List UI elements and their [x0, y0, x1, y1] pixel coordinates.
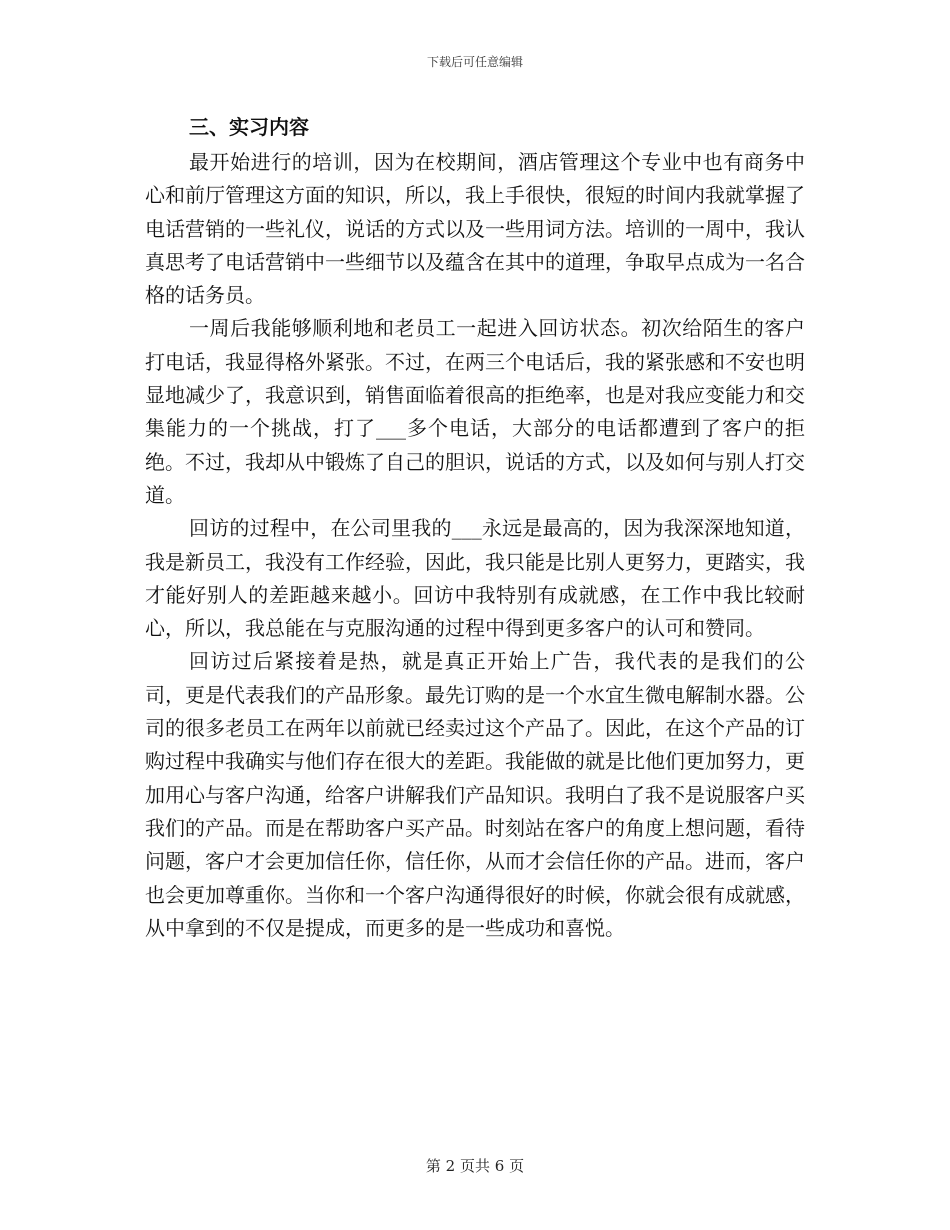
document-body [145, 108, 805, 945]
paragraph-return-visit-start: 一周后我能够顺利地和老员工一起进入回访状态。初次给陌生的客户打电话，我显得格外紧张。不过，在两三个电话后，我的紧张感和不安也明显地减少了，我意识到，销售面临着很高的拒绝率，也是对我应变能力和交集能力的一个挑战，打了___多个电话，大部分的电话都遭到了客户的拒绝。不过，我却从中锻炼了自己的胆识，说话的方式，以及如何与别人打交道。 [145, 316, 805, 507]
paragraph-training: 最开始进行的培训，因为在校期间，酒店管理这个专业中也有商务中心和前厅管理这方面的知识，所以，我上手很快，很短的时间内我就掌握了电话营销的一些礼仪，说话的方式以及一些用词方法。培训的一周中，我认真思考了电话营销中一些细节以及蕴含在其中的道理，争取早点成为一名合格的话务员。 [145, 150, 805, 308]
page-header: 下载后可任意编辑 [426, 55, 523, 69]
section-heading: 三、实习内容 [189, 115, 309, 139]
page-footer: 第 2 页共 6 页 [425, 1157, 525, 1175]
paragraph-sales: 回访过后紧接着是热，就是真正开始上广告，我代表的是我们的公司，更是代表我们的产品形象。最先订购的是一个水宜生微电解制水器。公司的很多老员工在两年以前就已经卖过这个产品了。因此，在这个产品的订购过程中我确实与他们存在很大的差距。我能做的就是比他们更加努力，更加用心与客户沟通，给客户讲解我们产品知识。我明白了我不是说服客户买我们的产品。而是在帮助客户买产品。时刻站在客户的角度上想问题，看待问题，客户才会更加信任你，信任你，从而才会信任你的产品。进而，客户也会更加尊重你。当你和一个客户沟通得很好的时候，你就会很有成就感，从中拿到的不仅是提成，而更多的是一些成功和喜悦。 [145, 649, 805, 940]
paragraph-return-visit-process: 回访的过程中，在公司里我的___永远是最高的，因为我深深地知道，我是新员工，我没有工作经验，因此，我只能是比别人更努力，更踏实，我才能好别人的差距越来越小。回访中我特别有成就感，在工作中我比较耐心，所以，我总能在与克服沟通的过程中得到更多客户的认可和赞同。 [145, 516, 805, 641]
